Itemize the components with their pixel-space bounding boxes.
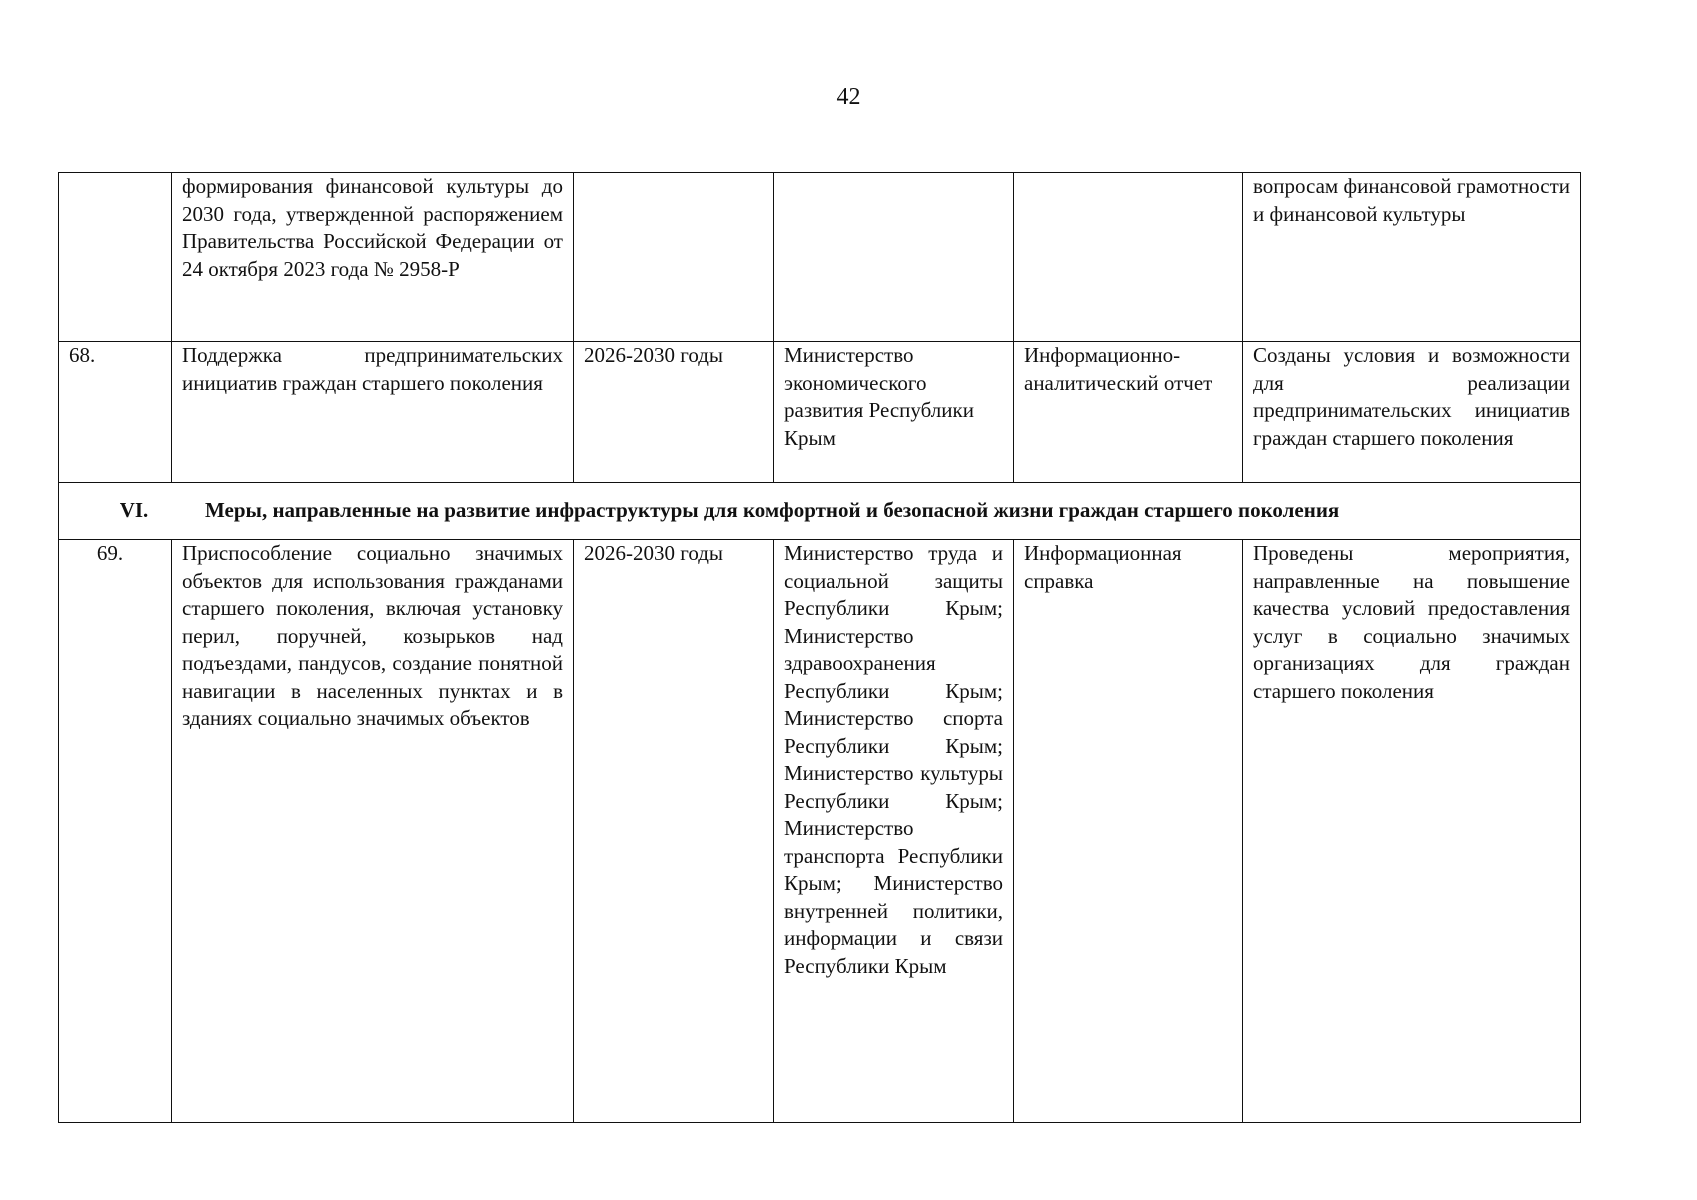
- cell-executor: Министерство экономического развития Республики Крым: [774, 342, 1014, 483]
- cell-result: Проведены мероприятия, направленные на повышение качества условий предоставления услуг в социально значимых организациях для граждан старшего поколения: [1243, 540, 1581, 1123]
- cell-measure: формирования финансовой культуры до 2030 года, утвержденной распоряжением Правительства Российской Федерации от 24 октября 2023 года № 2958-Р: [172, 173, 574, 342]
- table-row-continuation: [59, 173, 1581, 342]
- cell-result: вопросам финансовой грамотности и финансовой культуры: [1243, 173, 1581, 342]
- cell-measure: Поддержка предпринимательских инициатив граждан старшего поколения: [172, 342, 574, 483]
- cell-document: Информационно-аналитический отчет: [1014, 342, 1243, 483]
- table-row-68: [59, 342, 1581, 483]
- measures-table: [58, 172, 1581, 1123]
- section-header: [59, 483, 1581, 540]
- cell-result: Созданы условия и возможности для реализации предпринимательских инициатив граждан старшего поколения: [1243, 342, 1581, 483]
- cell-num: 69.: [59, 540, 172, 1123]
- cell-num: 68.: [59, 342, 172, 483]
- cell-executor: Министерство труда и социальной защиты Республики Крым; Министерство здравоохранения Республики Крым; Министерство спорта Республики Крым; Министерство культуры Республики Крым; Министерство транспорта Республики Крым; Министерство внутренней политики, информации и связи Республики Крым: [774, 540, 1014, 1123]
- cell-document: Информационная справка: [1014, 540, 1243, 1123]
- page-number: 42: [836, 84, 861, 110]
- section-number: VI.: [119, 498, 149, 523]
- cell-term: 2026-2030 годы: [574, 540, 774, 1123]
- cell-document: [1014, 173, 1243, 342]
- cell-measure: Приспособление социально значимых объектов для использования гражданами старшего поколения, включая установку перил, поручней, козырьков над подъездами, пандусов, создание понятной навигации в населенных пунктах и в зданиях социально значимых объектов: [172, 540, 574, 1123]
- table-row-69: [59, 540, 1581, 1123]
- cell-term: 2026-2030 годы: [574, 342, 774, 483]
- cell-term: [574, 173, 774, 342]
- section-title: Меры, направленные на развитие инфраструктуры для комфортной и безопасной жизни граждан старшего поколения: [205, 498, 1340, 523]
- cell-num: [59, 173, 172, 342]
- cell-executor: [774, 173, 1014, 342]
- section-row-6: [59, 483, 1581, 540]
